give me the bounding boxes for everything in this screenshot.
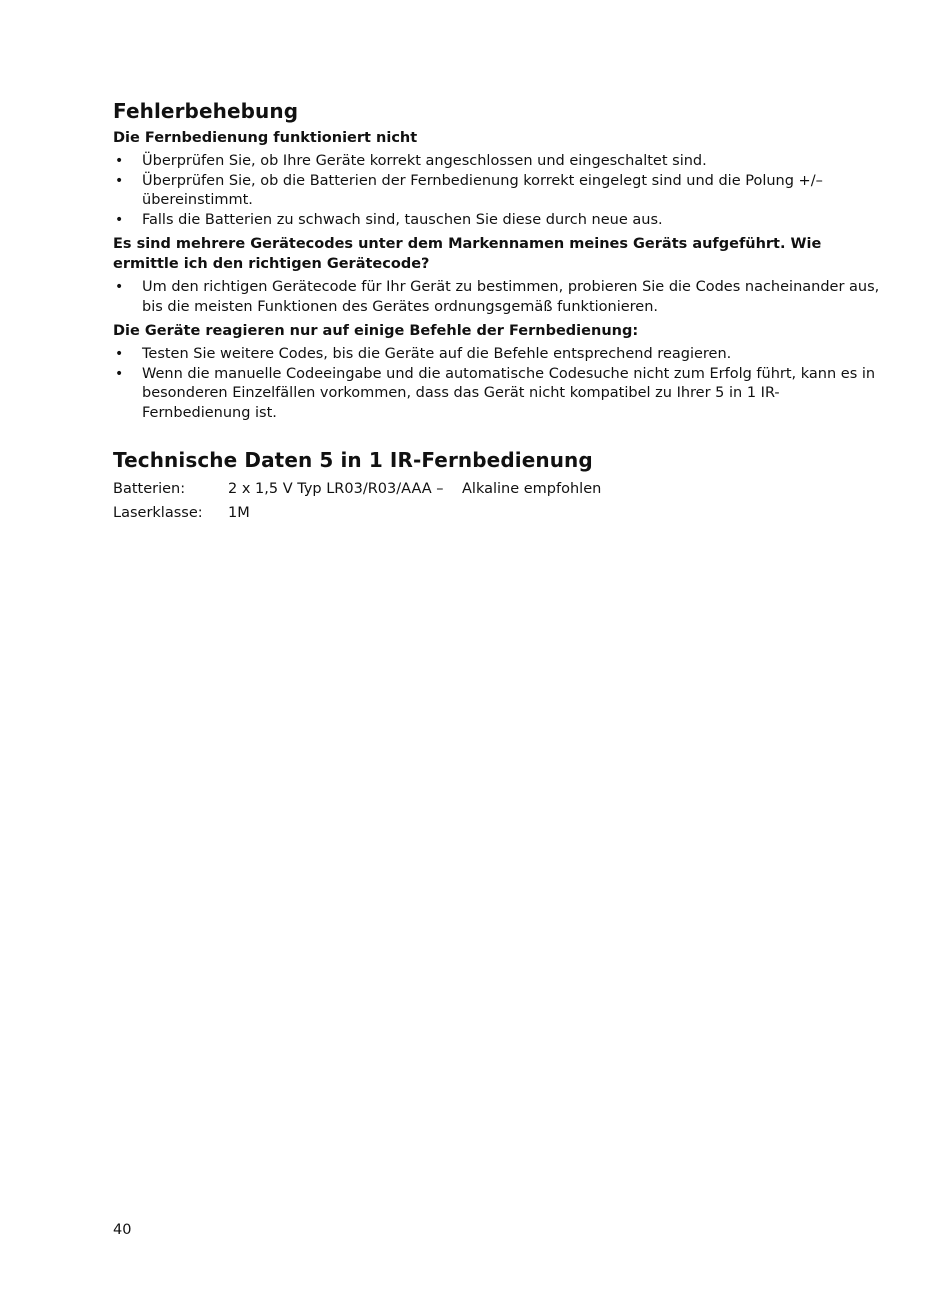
page-number: 40 — [113, 1222, 132, 1238]
spec-value: 1M — [228, 505, 250, 521]
bullet-icon: • — [115, 279, 124, 295]
bullet-list — [113, 278, 883, 317]
section-heading: Die Geräte reagieren nur auf einige Befehle der Fernbedienung: — [113, 323, 639, 339]
spec-extra: Alkaline empfohlen — [462, 481, 602, 497]
list-item-text: Testen Sie weitere Codes, bis die Geräte auf die Befehle entsprechend reagieren. — [142, 346, 732, 362]
list-item — [113, 152, 883, 172]
troubleshooting-title: Fehlerbehebung — [113, 99, 299, 123]
spec-label: Laserklasse: — [113, 505, 203, 521]
list-item — [113, 278, 883, 317]
section-heading: Es sind mehrere Gerätecodes unter dem Markennamen meines Geräts aufgeführt. Wie ermittle ich den richtigen Gerätecode? — [113, 236, 822, 272]
bullet-icon: • — [115, 365, 124, 382]
section-heading: Die Fernbedienung funktioniert nicht — [113, 130, 418, 146]
technical-data-title: Technische Daten 5 in 1 IR-Fernbedienung — [113, 448, 593, 472]
list-item — [113, 365, 883, 424]
list-item-text: Überprüfen Sie, ob Ihre Geräte korrekt angeschlossen und eingeschaltet sind. — [142, 153, 707, 169]
bullet-icon: • — [115, 172, 124, 189]
list-item-text: Wenn die manuelle Codeeingabe und die automatische Codesuche nicht zum Erfolg führt, kann es in besonderen Einzelfällen vorkommen, dass das Gerät nicht kompatibel zu Ihrer 5 in 1 IR-Fernbedienung ist. — [142, 365, 876, 421]
list-item — [113, 172, 883, 211]
spec-row-batteries — [113, 477, 883, 501]
bullet-list — [113, 152, 883, 230]
list-item-text: Um den richtigen Gerätecode für Ihr Gerät zu bestimmen, probieren Sie die Codes nacheinander aus, bis die meisten Funktionen des Gerätes ordnungsgemäß funktionieren. — [142, 279, 880, 315]
bullet-icon: • — [115, 346, 124, 362]
document-page — [113, 98, 883, 525]
list-item — [113, 345, 883, 365]
bullet-list — [113, 345, 883, 423]
list-item-text: Falls die Batterien zu schwach sind, tauschen Sie diese durch neue aus. — [142, 211, 663, 228]
bullet-icon: • — [115, 153, 124, 169]
bullet-icon: • — [115, 211, 124, 228]
spec-row-laser-class — [113, 501, 883, 525]
spec-label: Batterien: — [113, 481, 186, 497]
list-item-text: Überprüfen Sie, ob die Batterien der Fernbedienung korrekt eingelegt sind und die Polung +/– übereinstimmt. — [142, 172, 823, 208]
list-item — [113, 211, 883, 231]
spec-value: 2 x 1,5 V Typ LR03/R03/AAA – — [228, 481, 444, 497]
